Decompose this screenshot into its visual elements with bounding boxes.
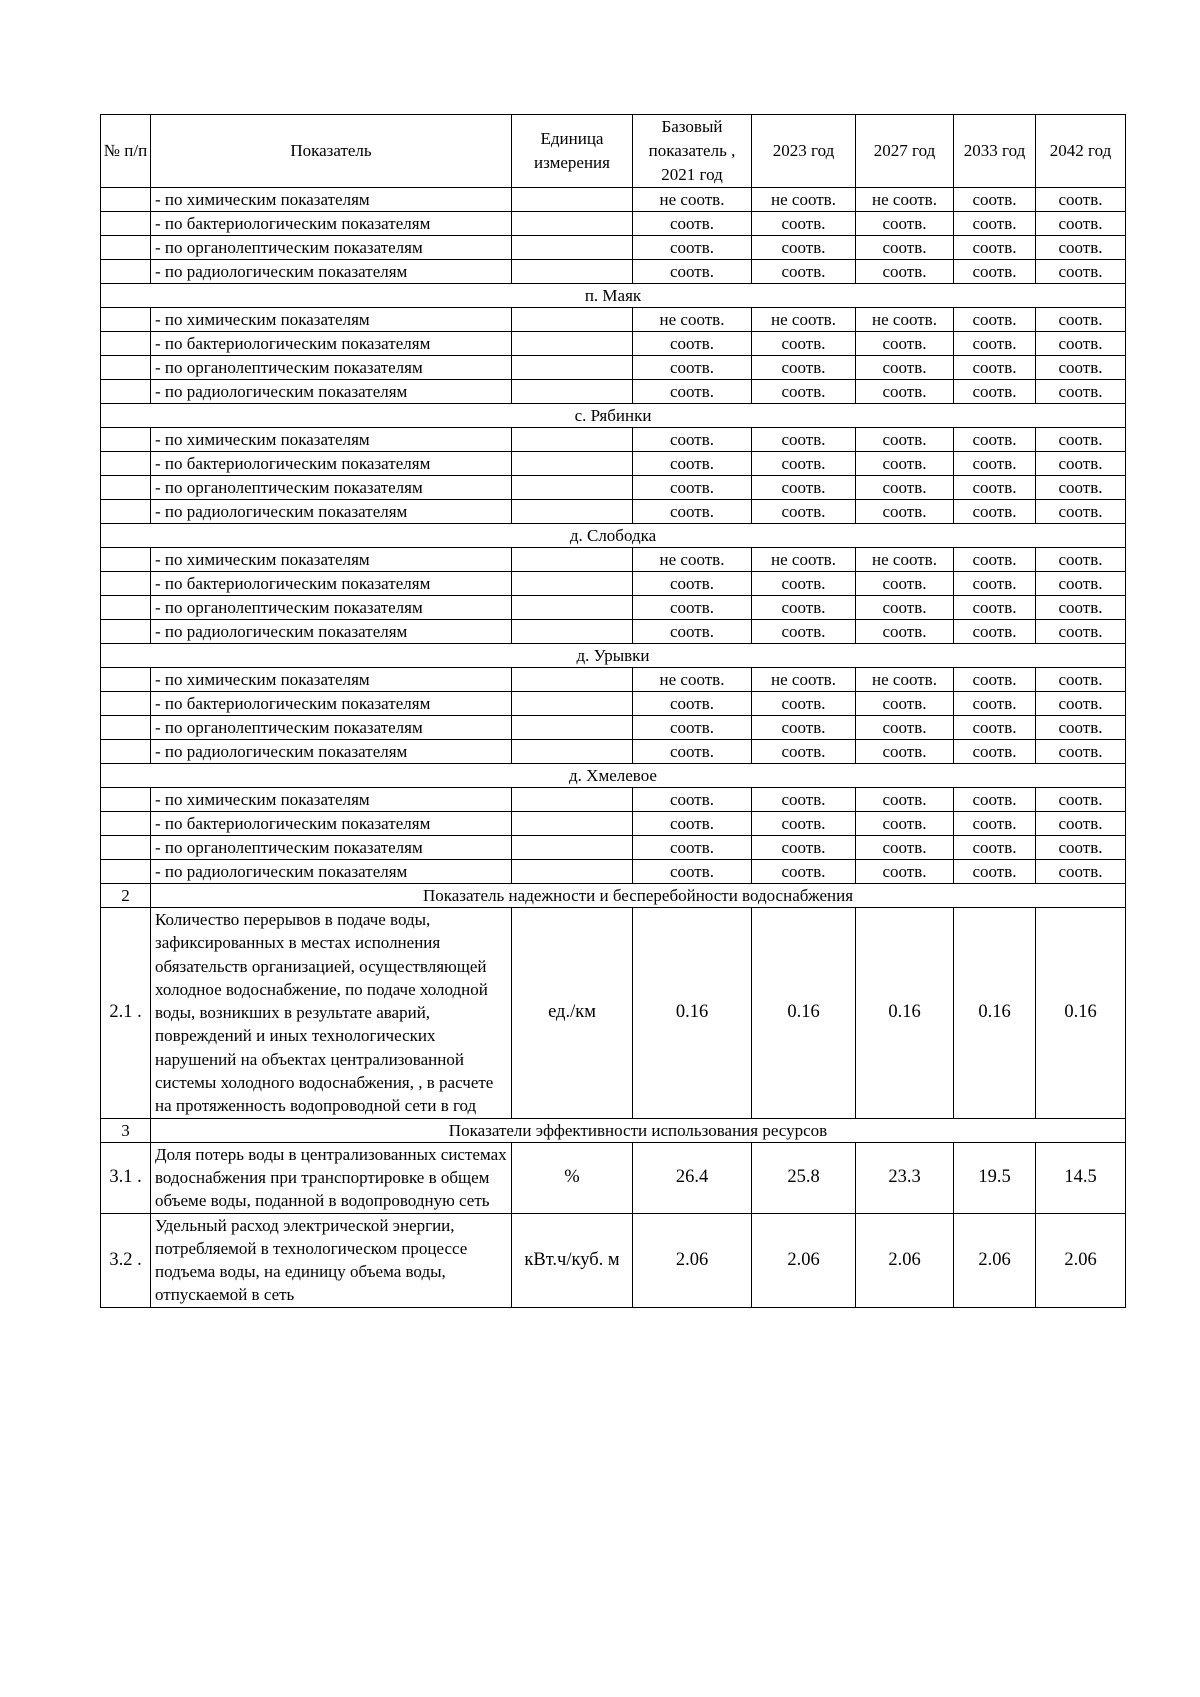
indicator-unit: кВт.ч/куб. м (512, 1213, 633, 1307)
row-number-cell (101, 260, 151, 284)
row-value: соотв. (856, 716, 954, 740)
header-row (101, 115, 1126, 188)
col-header-unit: Единица измерения (512, 115, 633, 188)
row-value: соотв. (954, 476, 1036, 500)
row-value: соотв. (954, 236, 1036, 260)
col-header-indicator: Показатель (151, 115, 512, 188)
indicator-value: 2.06 (856, 1213, 954, 1307)
row-unit (512, 692, 633, 716)
row-value: соотв. (954, 380, 1036, 404)
section-header-row (101, 884, 1126, 908)
table-row (101, 716, 1126, 740)
row-value: соотв. (954, 356, 1036, 380)
table-row (101, 452, 1126, 476)
section-title: Показатели эффективности использования ресурсов (151, 1118, 1126, 1142)
indicator-value: 2.06 (752, 1213, 856, 1307)
row-number-cell (101, 716, 151, 740)
row-number-cell (101, 740, 151, 764)
row-value: соотв. (1036, 860, 1126, 884)
row-value: соотв. (856, 380, 954, 404)
row-value: не соотв. (752, 548, 856, 572)
row-value: соотв. (856, 692, 954, 716)
indicator-value: 0.16 (752, 908, 856, 1119)
table-row (101, 380, 1126, 404)
row-unit (512, 476, 633, 500)
row-unit (512, 836, 633, 860)
table-row (101, 812, 1126, 836)
row-number-cell (101, 332, 151, 356)
row-value: не соотв. (856, 668, 954, 692)
row-value: соотв. (954, 428, 1036, 452)
row-value: соотв. (633, 380, 752, 404)
row-value: соотв. (752, 716, 856, 740)
row-value: соотв. (954, 572, 1036, 596)
row-value: соотв. (856, 236, 954, 260)
row-value: соотв. (1036, 812, 1126, 836)
row-value: соотв. (954, 788, 1036, 812)
table-row (101, 356, 1126, 380)
row-number-cell (101, 788, 151, 812)
row-value: соотв. (1036, 692, 1126, 716)
row-unit (512, 380, 633, 404)
row-number-cell (101, 236, 151, 260)
row-value: соотв. (856, 740, 954, 764)
row-value: соотв. (752, 380, 856, 404)
row-value: соотв. (856, 332, 954, 356)
row-value: соотв. (633, 596, 752, 620)
row-unit (512, 500, 633, 524)
table-row (101, 260, 1126, 284)
settlement-name: д. Хмелевое (101, 764, 1126, 788)
row-value: соотв. (1036, 332, 1126, 356)
row-label: - по бактериологическим показателям (151, 332, 512, 356)
row-unit (512, 212, 633, 236)
row-value: не соотв. (633, 668, 752, 692)
row-unit (512, 668, 633, 692)
table-row (101, 692, 1126, 716)
indicator-value: 19.5 (954, 1142, 1036, 1213)
table-row (101, 836, 1126, 860)
indicator-label: Удельный расход электрической энергии, потребляемой в технологическом процессе подъема воды, на единицу объема воды, отпускаемой в сеть (151, 1213, 512, 1307)
row-value: соотв. (1036, 356, 1126, 380)
row-label: - по химическим показателям (151, 788, 512, 812)
row-value: соотв. (954, 500, 1036, 524)
row-value: соотв. (954, 188, 1036, 212)
row-value: не соотв. (856, 308, 954, 332)
section-title: Показатель надежности и бесперебойности водоснабжения (151, 884, 1126, 908)
row-value: не соотв. (633, 308, 752, 332)
row-value: соотв. (752, 788, 856, 812)
row-value: соотв. (633, 260, 752, 284)
settlement-name: с. Рябинки (101, 404, 1126, 428)
indicator-label: Количество перерывов в подаче воды, зафиксированных в местах исполнения обязательств организацией, осуществляющей холодное водоснабжение, по подаче холодной воды, возникших в результате аварий, повреждений и иных технологических нарушений на объектах централизованной системы холодного водоснабжения, , в расчете на протяженность водопроводной сети в год (151, 908, 512, 1119)
row-label: - по бактериологическим показателям (151, 572, 512, 596)
indicator-label: Доля потерь воды в централизованных системах водоснабжения при транспортировке в общем объеме воды, поданной в водопроводную сеть (151, 1142, 512, 1213)
row-number-cell (101, 572, 151, 596)
row-label: - по органолептическим показателям (151, 596, 512, 620)
row-number-cell (101, 428, 151, 452)
row-label: - по органолептическим показателям (151, 356, 512, 380)
indicator-number: 3.2 . (101, 1213, 151, 1307)
row-label: - по органолептическим показателям (151, 836, 512, 860)
section-number: 3 (101, 1118, 151, 1142)
row-value: соотв. (633, 572, 752, 596)
row-value: соотв. (1036, 476, 1126, 500)
row-number-cell (101, 860, 151, 884)
indicator-value: 2.06 (954, 1213, 1036, 1307)
row-label: - по радиологическим показателям (151, 860, 512, 884)
table-row (101, 236, 1126, 260)
row-value: соотв. (633, 788, 752, 812)
row-number-cell (101, 308, 151, 332)
row-value: соотв. (856, 356, 954, 380)
row-value: соотв. (752, 428, 856, 452)
row-value: соотв. (1036, 308, 1126, 332)
row-value: соотв. (856, 620, 954, 644)
table-row (101, 500, 1126, 524)
row-unit (512, 452, 633, 476)
indicator-value: 26.4 (633, 1142, 752, 1213)
row-value: соотв. (954, 308, 1036, 332)
table-row (101, 428, 1126, 452)
col-header-2023: 2023 год (752, 115, 856, 188)
row-value: соотв. (954, 716, 1036, 740)
row-label: - по органолептическим показателям (151, 476, 512, 500)
row-value: соотв. (1036, 260, 1126, 284)
row-label: - по бактериологическим показателям (151, 812, 512, 836)
row-value: соотв. (633, 428, 752, 452)
row-value: соотв. (633, 500, 752, 524)
row-unit (512, 812, 633, 836)
row-value: соотв. (954, 620, 1036, 644)
row-value: не соотв. (633, 188, 752, 212)
row-value: соотв. (633, 452, 752, 476)
row-value: соотв. (752, 236, 856, 260)
row-number-cell (101, 476, 151, 500)
table-row (101, 212, 1126, 236)
row-value: соотв. (752, 476, 856, 500)
row-value: соотв. (752, 860, 856, 884)
row-unit (512, 260, 633, 284)
row-unit (512, 356, 633, 380)
col-header-number: № п/п (101, 115, 151, 188)
table-row (101, 740, 1126, 764)
row-number-cell (101, 452, 151, 476)
row-value: соотв. (752, 740, 856, 764)
row-number-cell (101, 356, 151, 380)
row-label: - по радиологическим показателям (151, 260, 512, 284)
row-value: соотв. (954, 836, 1036, 860)
row-value: соотв. (633, 212, 752, 236)
row-value: соотв. (752, 620, 856, 644)
row-value: соотв. (856, 428, 954, 452)
row-value: соотв. (954, 548, 1036, 572)
row-value: не соотв. (856, 548, 954, 572)
indicator-value: 25.8 (752, 1142, 856, 1213)
row-value: соотв. (752, 812, 856, 836)
row-value: соотв. (752, 260, 856, 284)
row-value: соотв. (1036, 188, 1126, 212)
row-number-cell (101, 668, 151, 692)
row-number-cell (101, 380, 151, 404)
row-unit (512, 428, 633, 452)
row-value: соотв. (856, 860, 954, 884)
indicators-table (100, 114, 1126, 1308)
row-value: соотв. (633, 620, 752, 644)
row-value: соотв. (752, 572, 856, 596)
row-value: соотв. (856, 788, 954, 812)
row-value: соотв. (856, 452, 954, 476)
table-row (101, 860, 1126, 884)
row-value: соотв. (954, 692, 1036, 716)
row-value: соотв. (633, 740, 752, 764)
row-value: соотв. (954, 860, 1036, 884)
table-row (101, 668, 1126, 692)
row-value: соотв. (633, 356, 752, 380)
row-value: соотв. (954, 212, 1036, 236)
row-value: соотв. (633, 692, 752, 716)
table-row (101, 620, 1126, 644)
row-unit (512, 620, 633, 644)
row-value: соотв. (856, 476, 954, 500)
row-label: - по бактериологическим показателям (151, 452, 512, 476)
row-label: - по химическим показателям (151, 668, 512, 692)
row-value: соотв. (856, 812, 954, 836)
row-value: соотв. (954, 740, 1036, 764)
indicator-value: 23.3 (856, 1142, 954, 1213)
row-value: соотв. (856, 836, 954, 860)
row-value: соотв. (633, 332, 752, 356)
row-value: соотв. (1036, 668, 1126, 692)
row-value: соотв. (856, 572, 954, 596)
row-value: соотв. (1036, 596, 1126, 620)
row-value: не соотв. (752, 668, 856, 692)
row-value: соотв. (1036, 500, 1126, 524)
table-row (101, 788, 1126, 812)
settlement-name: п. Маяк (101, 284, 1126, 308)
row-value: не соотв. (752, 308, 856, 332)
table-row (101, 308, 1126, 332)
row-unit (512, 860, 633, 884)
row-number-cell (101, 692, 151, 716)
row-value: соотв. (633, 236, 752, 260)
row-value: соотв. (1036, 380, 1126, 404)
row-value: соотв. (633, 860, 752, 884)
row-value: соотв. (1036, 572, 1126, 596)
row-unit (512, 188, 633, 212)
row-unit (512, 332, 633, 356)
row-value: соотв. (752, 452, 856, 476)
row-number-cell (101, 500, 151, 524)
indicator-unit: % (512, 1142, 633, 1213)
row-value: соотв. (633, 476, 752, 500)
row-value: соотв. (752, 596, 856, 620)
settlement-header-row (101, 644, 1126, 668)
indicator-value: 14.5 (1036, 1142, 1126, 1213)
row-label: - по радиологическим показателям (151, 740, 512, 764)
row-value: соотв. (752, 692, 856, 716)
row-value: соотв. (752, 836, 856, 860)
row-number-cell (101, 596, 151, 620)
row-unit (512, 548, 633, 572)
row-value: соотв. (752, 500, 856, 524)
row-number-cell (101, 812, 151, 836)
table-row (101, 476, 1126, 500)
row-value: не соотв. (856, 188, 954, 212)
table-row (101, 596, 1126, 620)
table-row (101, 572, 1126, 596)
section-header-row (101, 1118, 1126, 1142)
row-number-cell (101, 620, 151, 644)
col-header-2033: 2033 год (954, 115, 1036, 188)
row-value: соотв. (1036, 428, 1126, 452)
row-value: соотв. (1036, 548, 1126, 572)
indicator-value: 2.06 (633, 1213, 752, 1307)
row-value: соотв. (1036, 212, 1126, 236)
row-label: - по радиологическим показателям (151, 380, 512, 404)
row-value: не соотв. (633, 548, 752, 572)
row-value: соотв. (856, 596, 954, 620)
indicator-number: 2.1 . (101, 908, 151, 1119)
row-value: соотв. (1036, 788, 1126, 812)
col-header-2027: 2027 год (856, 115, 954, 188)
row-label: - по химическим показателям (151, 308, 512, 332)
row-unit (512, 716, 633, 740)
table-row (101, 332, 1126, 356)
indicator-value: 0.16 (1036, 908, 1126, 1119)
row-label: - по бактериологическим показателям (151, 212, 512, 236)
row-value: соотв. (633, 836, 752, 860)
row-label: - по химическим показателям (151, 548, 512, 572)
row-value: соотв. (954, 332, 1036, 356)
row-label: - по химическим показателям (151, 428, 512, 452)
row-number-cell (101, 188, 151, 212)
col-header-base-2021: Базовый показатель , 2021 год (633, 115, 752, 188)
row-label: - по органолептическим показателям (151, 716, 512, 740)
row-number-cell (101, 548, 151, 572)
row-value: соотв. (954, 260, 1036, 284)
row-value: соотв. (752, 356, 856, 380)
indicator-row (101, 1142, 1126, 1213)
row-value: соотв. (954, 596, 1036, 620)
row-label: - по органолептическим показателям (151, 236, 512, 260)
section-number: 2 (101, 884, 151, 908)
row-value: соотв. (1036, 836, 1126, 860)
row-value: соотв. (633, 812, 752, 836)
indicator-value: 2.06 (1036, 1213, 1126, 1307)
indicator-number: 3.1 . (101, 1142, 151, 1213)
row-value: соотв. (752, 332, 856, 356)
row-unit (512, 596, 633, 620)
row-unit (512, 236, 633, 260)
settlement-header-row (101, 404, 1126, 428)
indicator-unit: ед./км (512, 908, 633, 1119)
row-value: соотв. (1036, 620, 1126, 644)
settlement-header-row (101, 524, 1126, 548)
row-number-cell (101, 836, 151, 860)
indicator-value: 0.16 (633, 908, 752, 1119)
indicator-row (101, 1213, 1126, 1307)
settlement-name: д. Урывки (101, 644, 1126, 668)
row-unit (512, 788, 633, 812)
col-header-2042: 2042 год (1036, 115, 1126, 188)
row-value: соотв. (856, 212, 954, 236)
row-value: не соотв. (752, 188, 856, 212)
indicator-row (101, 908, 1126, 1119)
row-value: соотв. (954, 812, 1036, 836)
row-label: - по химическим показателям (151, 188, 512, 212)
indicator-value: 0.16 (856, 908, 954, 1119)
row-value: соотв. (1036, 740, 1126, 764)
row-value: соотв. (1036, 452, 1126, 476)
row-label: - по бактериологическим показателям (151, 692, 512, 716)
settlement-header-row (101, 764, 1126, 788)
row-value: соотв. (1036, 716, 1126, 740)
settlement-name: д. Слободка (101, 524, 1126, 548)
row-label: - по радиологическим показателям (151, 620, 512, 644)
settlement-header-row (101, 284, 1126, 308)
row-unit (512, 740, 633, 764)
indicator-value: 0.16 (954, 908, 1036, 1119)
row-value: соотв. (856, 260, 954, 284)
row-value: соотв. (752, 212, 856, 236)
table-body (101, 188, 1126, 1308)
table-row (101, 548, 1126, 572)
row-value: соотв. (1036, 236, 1126, 260)
row-value: соотв. (856, 500, 954, 524)
row-value: соотв. (633, 716, 752, 740)
row-unit (512, 572, 633, 596)
row-value: соотв. (954, 452, 1036, 476)
table-row (101, 188, 1126, 212)
row-label: - по радиологическим показателям (151, 500, 512, 524)
row-unit (512, 308, 633, 332)
row-number-cell (101, 212, 151, 236)
row-value: соотв. (954, 668, 1036, 692)
